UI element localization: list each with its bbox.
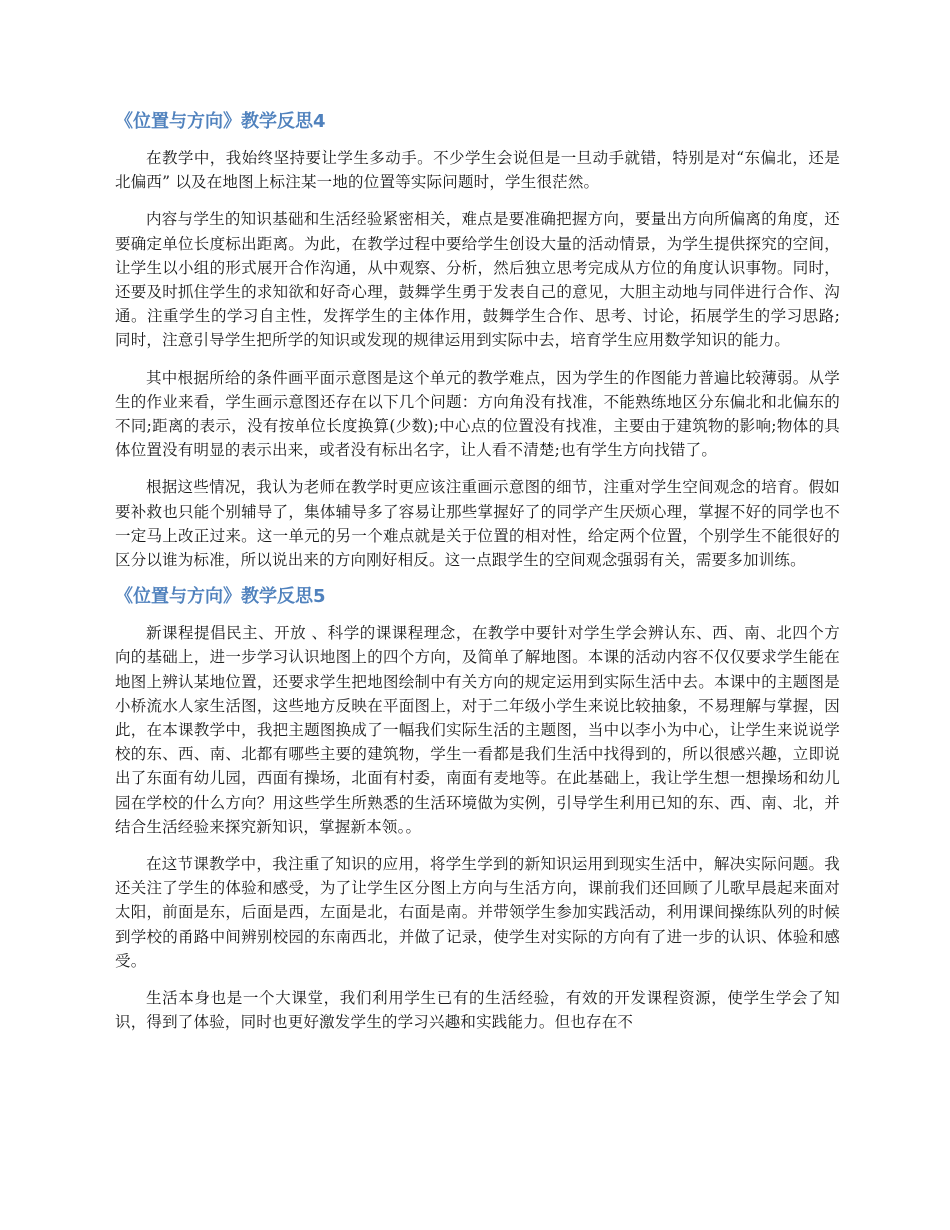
paragraph: 内容与学生的知识基础和生活经验紧密相关，难点是要准确把握方向，要量出方向所偏离的角度，还要确定单位长度标出距离。为此，在教学过程中要给学生创设大量的活动情景，为学生提供探究的空间，让学生以小组的形式展开合作沟通，从中观察、分析，然后独立思考完成从方位的角度认识事物。同时，还要及时抓住学生的求知欲和好奇心理，鼓舞学生勇于发表自己的意见，大胆主动地与同伴进行合作、沟通。注重学生的学习自主性，发挥学生的主体作用，鼓舞学生合作、思考、讨论，拓展学生的学习思路;同时，注意引导学生把所学的知识或发现的规律运用到实际中去，培育学生应用数学知识的能力。 [115, 210, 840, 350]
paragraph: 其中根据所给的条件画平面示意图是这个单元的教学难点，因为学生的作图能力普遍比较薄弱。从学生的作业来看，学生画示意图还存在以下几个问题：方向角没有找准，不能熟练地区分东偏北和北偏东的不同;距离的表示，没有按单位长度换算(少数);中心点的位置没有找准，主要由于建筑物的影响;物体的具体位置没有明显的表示出来，或者没有标出名字，让人看不清楚;也有学生方向找错了。 [115, 368, 840, 460]
section-title-4: 《位置与方向》教学反思4 [115, 111, 326, 132]
paragraph: 在教学中，我始终坚持要让学生多动手。不少学生会说但是一旦动手就错，特别是对“东偏北，还是北偏西” 以及在地图上标注某一地的位置等实际问题时，学生很茫然。 [115, 149, 840, 192]
document-page [115, 110, 840, 1048]
paragraph: 新课程提倡民主、开放 、科学的课课程理念，在教学中要针对学生学会辨认东、西、南、北四个方向的基础上，进一步学习认识地图上的四个方向，及简单了解地图。本课的活动内容不仅仅要求学生能在地图上辨认某地位置，还要求学生把地图绘制中有关方向的规定运用到实际生活中去。本课中的主题图是小桥流水人家生活图，这些地方反映在平面图上，对于二年级小学生来说比较抽象，不易理解与掌握，因此，在本课教学中，我把主题图换成了一幅我们实际生活的主题图，当中以李小为中心，让学生来说说学校的东、西、南、北都有哪些主要的建筑物，学生一看都是我们生活中找得到的，所以很感兴趣，立即说出了东面有幼儿园，西面有操场，北面有村委，南面有麦地等。在此基础上，我让学生想一想操场和幼儿园在学校的什么方向？用这些学生所熟悉的生活环境做为实例，引导学生利用已知的东、西、南、北，并结合生活经验来探究新知识，掌握新本领。。 [115, 624, 840, 836]
section-title-5: 《位置与方向》教学反思5 [115, 586, 326, 608]
paragraph: 在这节课教学中，我注重了知识的应用，将学生学到的新知识运用到现实生活中，解决实际问题。我还关注了学生的体验和感受，为了让学生区分图上方向与生活方向，课前我们还回顾了儿歌早晨起来面对太阳，前面是东，后面是西，左面是北，右面是南。并带领学生参加实践活动，利用课间操练队列的时候到学校的甬路中间辨别校园的东南西北，并做了记录，使学生对实际的方向有了进一步的认识、体验和感受。 [115, 855, 840, 970]
paragraph: 根据这些情况，我认为老师在教学时更应该注重画示意图的细节，注重对学生空间观念的培育。假如要补救也只能个别辅导了，集体辅导多了容易让那些掌握好了的同学产生厌烦心理，掌握不好的同学也不一定马上改正过来。这一单元的另一个难点就是关于位置的相对性，给定两个位置，个别学生不能很好的区分以谁为标准，所以说出来的方向刚好相反。这一点跟学生的空间观念强弱有关，需要多加训练。 [115, 478, 840, 570]
paragraph: 生活本身也是一个大课堂，我们利用学生已有的生活经验，有效的开发课程资源，使学生学会了知识，得到了体验，同时也更好激发学生的学习兴趣和实践能力。但也存在不 [115, 989, 840, 1032]
